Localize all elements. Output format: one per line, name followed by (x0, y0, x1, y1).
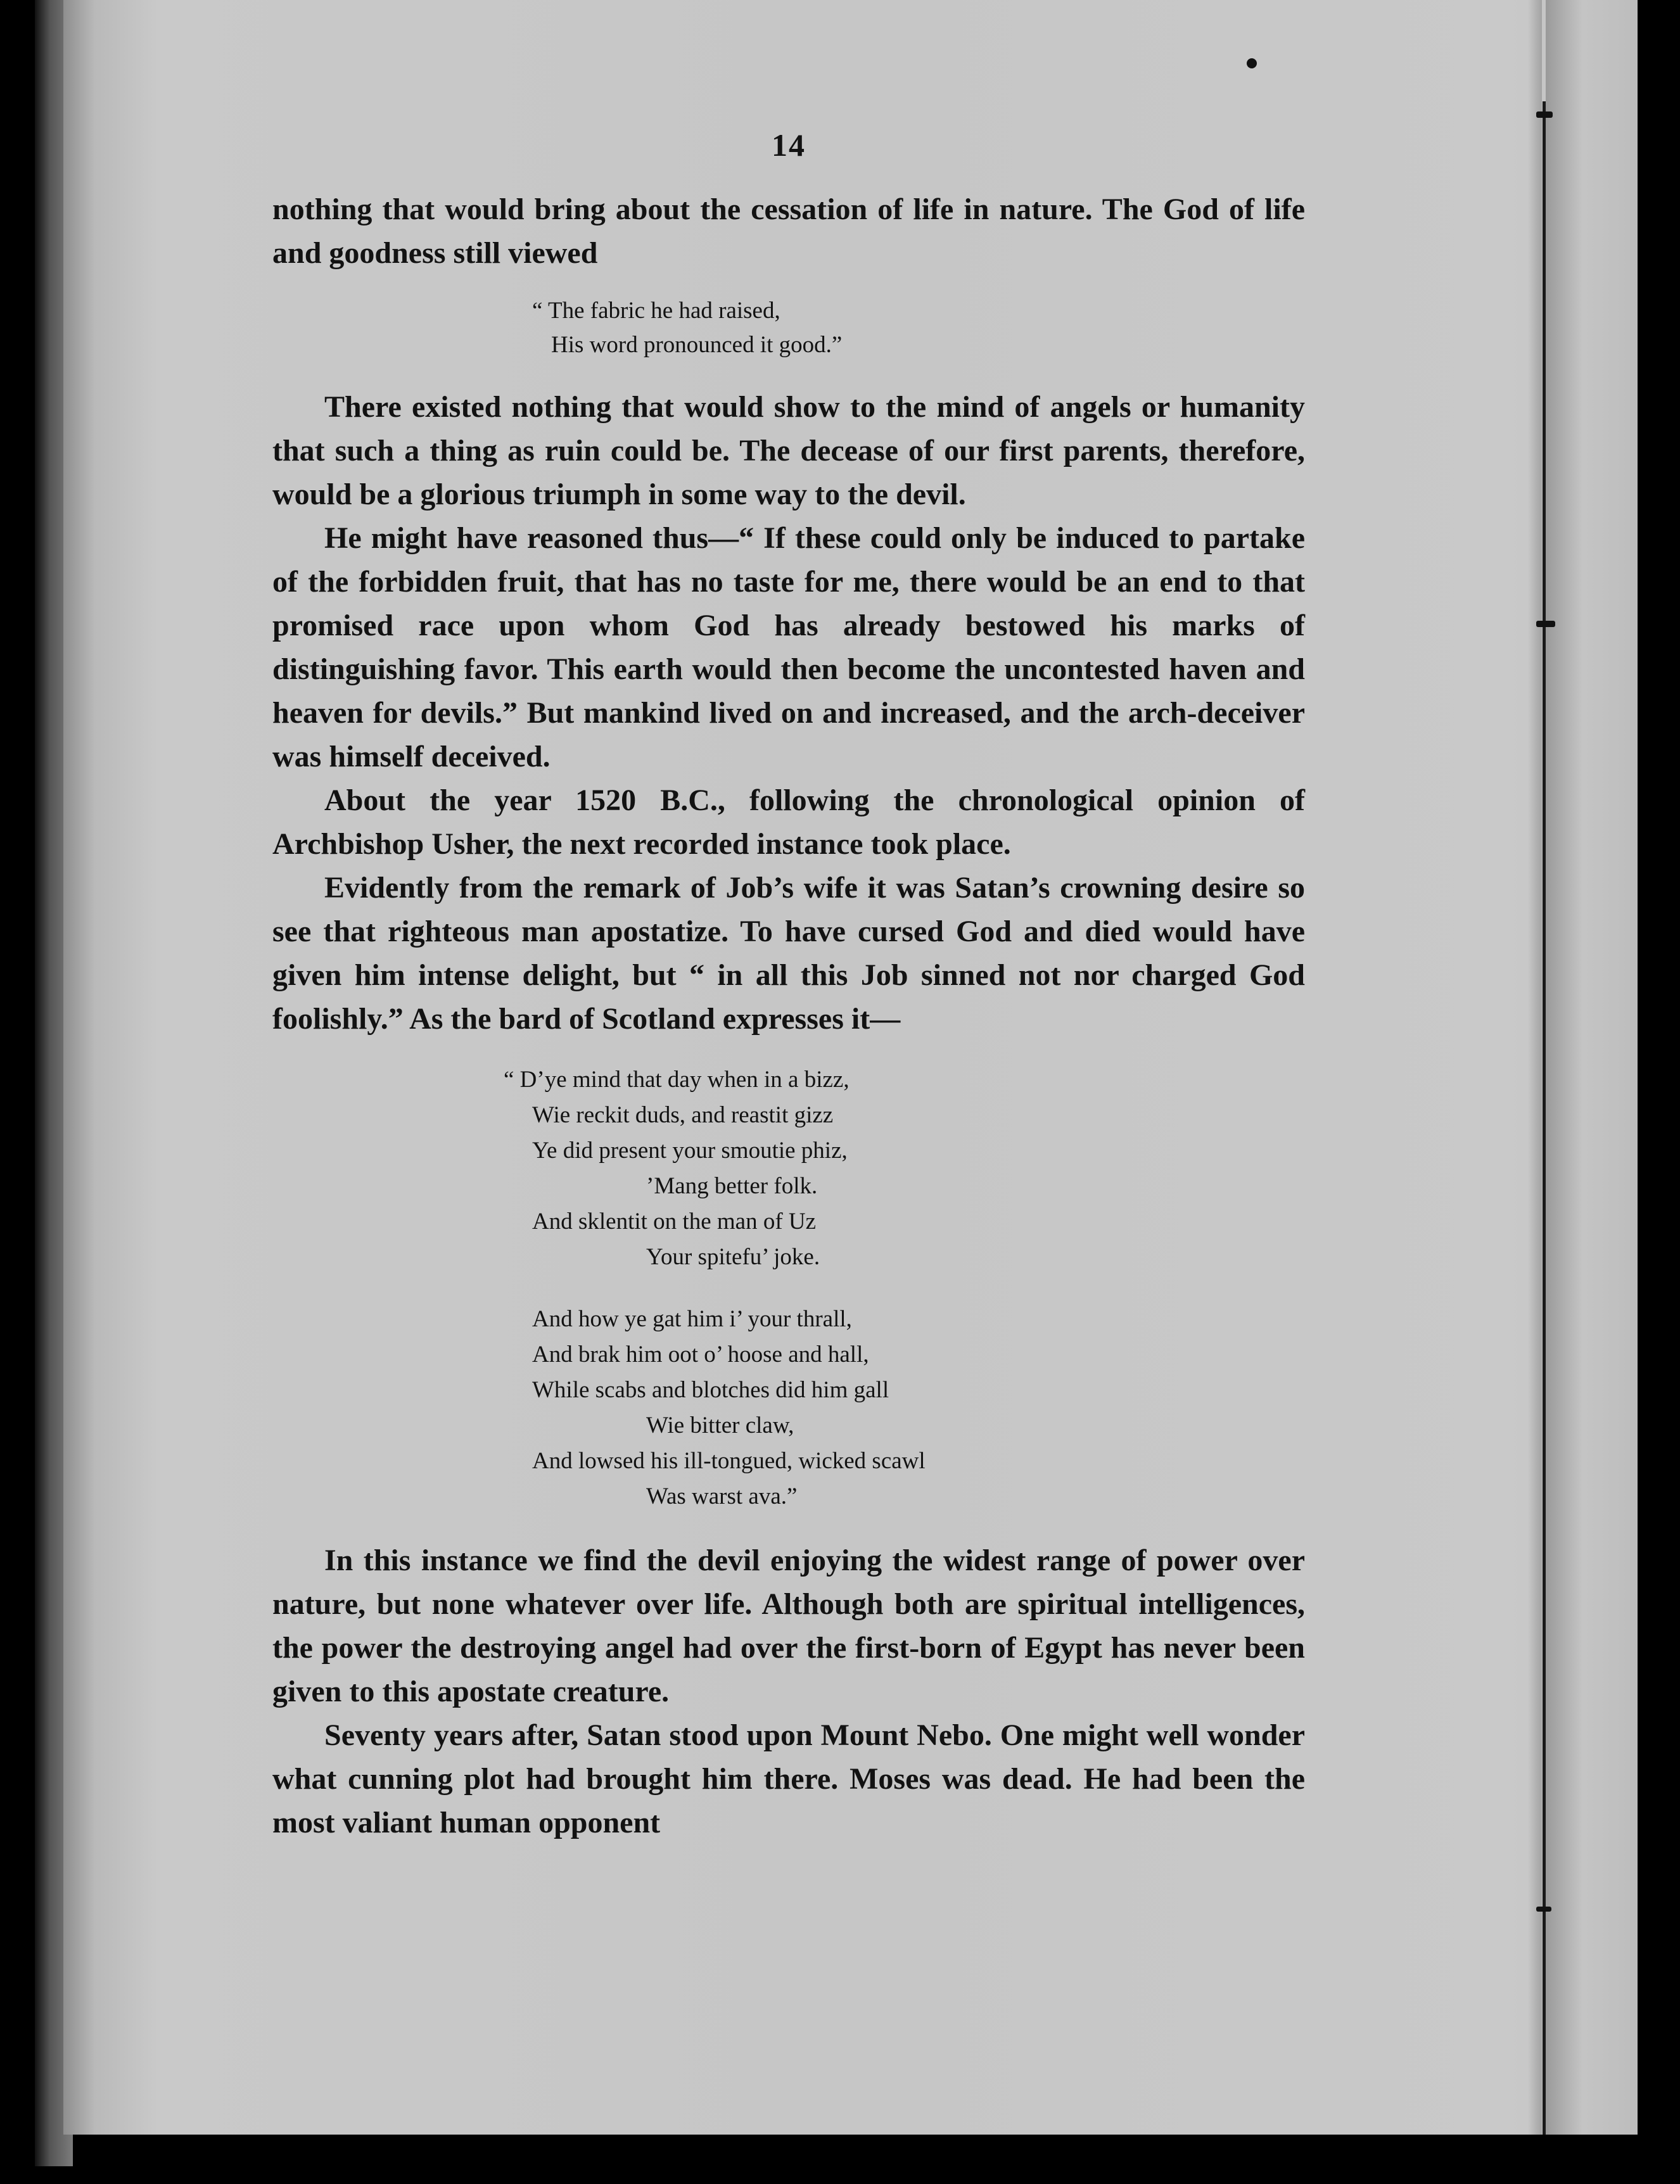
poem-line: And sklentit on the man of Uz (532, 1209, 817, 1235)
poem-line: While scabs and blotches did him gall (532, 1377, 889, 1403)
poem-line: And brak him oot o’ hoose and hall, (532, 1342, 869, 1368)
quotation-line-2: His word pronounced it good.” (551, 332, 843, 358)
paragraph-3: He might have reasoned thus—“ If these could only be induced to partake of the forbidden fruit, that has no taste for me, there would be an end to that promised race upon whom God has already bestowed his marks of distinguishing favor. This earth would then become the uncontested haven and heaven for devils.” But mankind lived on and increased, and the arch-deceiver was himself deceived. (272, 521, 1305, 773)
poem-line: Your spitefu’ joke. (646, 1244, 820, 1270)
poem-line: Wie reckit duds, and reastit gizz (532, 1102, 834, 1128)
paragraph-7: Seventy years after, Satan stood upon Mount Nebo. One might well wonder what cunning plot had brought him there. Moses was dead. He had been the most valiant human opponent (272, 1718, 1305, 1839)
poem-line: And lowsed his ill-tongued, wicked scawl (532, 1448, 926, 1474)
stanza-break (272, 1275, 1305, 1302)
poem-line: Ye did present your smoutie phiz, (532, 1138, 848, 1164)
poem-line: Wie bitter claw, (646, 1413, 794, 1438)
fold-shadow (1528, 0, 1542, 2135)
poem-line: And how ye gat him i’ your thrall, (532, 1306, 852, 1332)
ink-speck (1536, 621, 1555, 627)
paragraph-6: In this instance we find the devil enjoying the widest range of power over nature, but none whatever over life. Although both are spiritual intelligences, the power the destroying angel had over the first-born of Egypt has never been given to this apostate creature. (272, 1544, 1305, 1708)
poem-line: ’Mang better folk. (646, 1173, 818, 1199)
paragraph-5: Evidently from the remark of Job’s wife it was Satan’s crowning desire so see that righteous man apostatize. To have cursed God and died would have given him intense delight, but “ in all this Job sinned not nor charged God foolishly.” As the bard of Scotland expresses it— (272, 871, 1305, 1036)
ink-speck (1536, 1907, 1551, 1912)
paragraph-4: About the year 1520 B.C., following the chronological opinion of Archbishop Usher, the next recorded instance took place. (272, 784, 1305, 861)
page-body (272, 127, 1305, 1844)
poem-block (272, 1062, 1305, 1514)
ink-speck (1536, 111, 1553, 118)
page-number: 14 (772, 127, 806, 163)
poem-line: “ D’ye mind that day when in a bizz, (504, 1067, 850, 1093)
paragraph-1: nothing that would bring about the cessation of life in nature. The God of life and goodness still viewed (272, 193, 1305, 270)
fold-line (1543, 101, 1546, 2135)
quotation-line-1: “ The fabric he had raised, (532, 298, 780, 324)
paragraph-2: There existed nothing that would show to the mind of angels or humanity that such a thing as ruin could be. The decease of our first parents, therefore, would be a glorious triumph in some way to the devil. (272, 390, 1305, 511)
adjacent-page-strip (1546, 0, 1638, 2135)
inline-quotation (272, 294, 1305, 362)
ink-speck (1247, 58, 1257, 68)
poem-line: Was warst ava.” (646, 1483, 798, 1509)
